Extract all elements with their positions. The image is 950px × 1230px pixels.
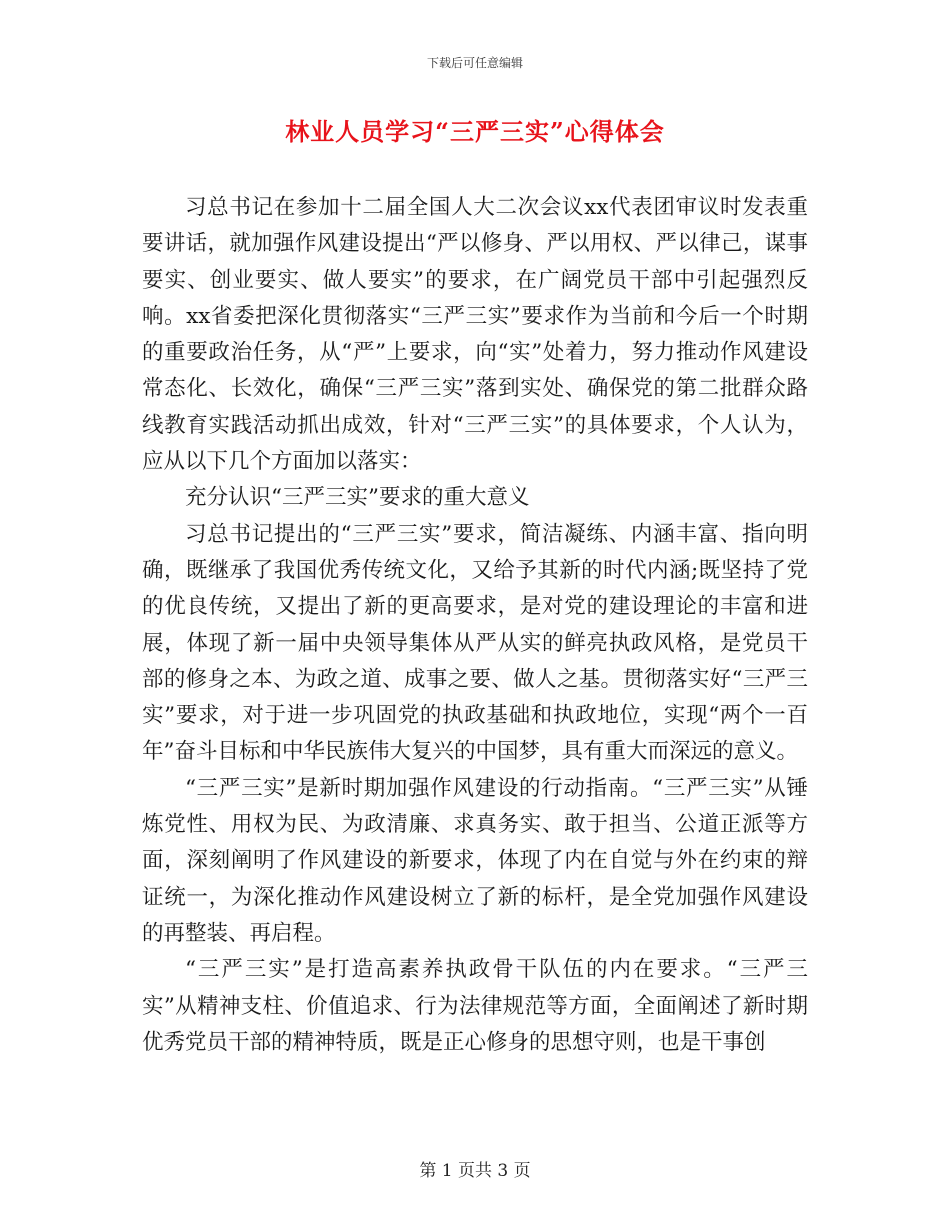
- paragraph-significance: 习总书记提出的“三严三实”要求，简洁凝练、内涵丰富、指向明确，既继承了我国优秀传统文化，又给予其新的时代内涵;既坚持了党的优良传统，又提出了新的更高要求，是对党的建设理论的丰富和进展，体现了新一届中央领导集体从严从实的鲜亮执政风格，是党员干部的修身之本、为政之道、成事之要、做人之基。贯彻落实好“三严三实”要求，对于进一步巩固党的执政基础和执政地位，实现“两个一百年”奋斗目标和中华民族伟大复兴的中国梦，具有重大而深远的意义。: [142, 521, 808, 765]
- paragraph-intro: 习总书记在参加十二届全国人大二次会议xx代表团审议时发表重要讲话，就加强作风建设提出“严以修身、严以用权、严以律己，谋事要实、创业要实、做人要实”的要求，在广阔党员干部中引起强烈反响。xx省委把深化贯彻落实“三严三实”要求作为当前和今后一个时期的重要政治任务，从“严”上要求，向“实”处着力，努力推动作风建设常态化、长效化，确保“三严三实”落到实处、确保党的第二批群众路线教育实践活动抓出成效，针对“三严三实”的具体要求，个人认为，应从以下几个方面加以落实：: [142, 195, 808, 475]
- document-body: [142, 190, 808, 1061]
- paragraph-action-guide: “三严三实”是新时期加强作风建设的行动指南。“三严三实”从锤炼党性、用权为民、为政清廉、求真务实、敢于担当、公道正派等方面，深刻阐明了作风建设的新要求，体现了内在自觉与外在约束的辩证统一，为深化推动作风建设树立了新的标杆，是全党加强作风建设的再整装、再启程。: [142, 775, 808, 946]
- paragraph-internal-requirement: “三严三实”是打造高素养执政骨干队伍的内在要求。“三严三实”从精神支柱、价值追求、行为法律规范等方面，全面阐述了新时期优秀党员干部的精神特质，既是正心修身的思想守则，也是干事创: [142, 957, 808, 1055]
- page-number-footer: 第 1 页共 3 页: [419, 1161, 531, 1181]
- page-header-note: 下载后可任意编辑: [426, 56, 523, 70]
- document-title: 林业人员学习“三严三实”心得体会: [285, 117, 665, 146]
- section-heading: 充分认识“三严三实”要求的重大意义: [185, 485, 530, 511]
